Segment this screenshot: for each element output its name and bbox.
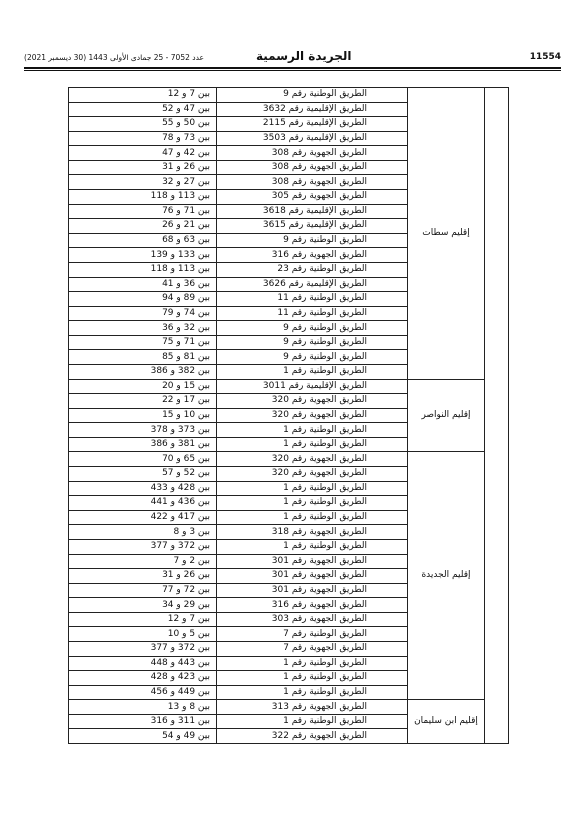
- province-cell: إقليم الجديدة: [408, 452, 485, 700]
- kilometer-range-cell: بين 10 و 15: [69, 408, 217, 423]
- kilometer-range-cell: بين 71 و 75: [69, 335, 217, 350]
- kilometer-range-cell: بين 17 و 22: [69, 394, 217, 409]
- kilometer-range-cell: بين 47 و 52: [69, 102, 217, 117]
- kilometer-range-cell: بين 72 و 77: [69, 583, 217, 598]
- kilometer-range-cell: بين 382 و 386: [69, 364, 217, 379]
- kilometer-range-cell: بين 36 و 41: [69, 277, 217, 292]
- kilometer-range-cell: بين 373 و 378: [69, 423, 217, 438]
- kilometer-range-cell: بين 26 و 31: [69, 569, 217, 584]
- kilometer-range-cell: بين 15 و 20: [69, 379, 217, 394]
- road-cell: الطريق الجهوية رقم 320: [217, 408, 408, 423]
- kilometer-range-cell: بين 49 و 54: [69, 729, 217, 744]
- kilometer-range-cell: بين 26 و 31: [69, 160, 217, 175]
- road-cell: الطريق الوطنية رقم 1: [217, 481, 408, 496]
- road-cell: الطريق الإقليمية رقم 3503: [217, 131, 408, 146]
- road-cell: الطريق الوطنية رقم 1: [217, 364, 408, 379]
- road-cell: الطريق الوطنية رقم 1: [217, 496, 408, 511]
- kilometer-range-cell: بين 443 و 448: [69, 656, 217, 671]
- kilometer-range-cell: بين 21 و 26: [69, 219, 217, 234]
- blank-column-cell: [485, 88, 509, 744]
- kilometer-range-cell: بين 27 و 32: [69, 175, 217, 190]
- kilometer-range-cell: بين 5 و 10: [69, 627, 217, 642]
- kilometer-range-cell: بين 52 و 57: [69, 467, 217, 482]
- kilometer-range-cell: بين 311 و 316: [69, 714, 217, 729]
- road-cell: الطريق الجهوية رقم 301: [217, 583, 408, 598]
- road-cell: الطريق الوطنية رقم 1: [217, 539, 408, 554]
- kilometer-range-cell: بين 372 و 377: [69, 539, 217, 554]
- kilometer-range-cell: بين 29 و 34: [69, 598, 217, 613]
- kilometer-range-cell: بين 449 و 456: [69, 685, 217, 700]
- kilometer-range-cell: بين 42 و 47: [69, 146, 217, 161]
- kilometer-range-cell: بين 417 و 422: [69, 510, 217, 525]
- road-cell: الطريق الوطنية رقم 1: [217, 656, 408, 671]
- kilometer-range-cell: بين 113 و 118: [69, 262, 217, 277]
- road-cell: الطريق الجهوية رقم 320: [217, 394, 408, 409]
- table-row: [69, 88, 509, 103]
- kilometer-range-cell: بين 7 و 12: [69, 612, 217, 627]
- road-cell: الطريق الجهوية رقم 305: [217, 190, 408, 205]
- road-cell: الطريق الجهوية رقم 301: [217, 554, 408, 569]
- kilometer-range-cell: بين 65 و 70: [69, 452, 217, 467]
- road-cell: الطريق الجهوية رقم 308: [217, 160, 408, 175]
- header-rule-thin: [24, 70, 561, 71]
- road-cell: الطريق الوطنية رقم 23: [217, 262, 408, 277]
- road-cell: الطريق الإقليمية رقم 3626: [217, 277, 408, 292]
- kilometer-range-cell: بين 89 و 94: [69, 292, 217, 307]
- kilometer-range-cell: بين 74 و 79: [69, 306, 217, 321]
- road-cell: الطريق الوطنية رقم 1: [217, 423, 408, 438]
- road-cell: الطريق الجهوية رقم 316: [217, 248, 408, 263]
- kilometer-range-cell: بين 71 و 76: [69, 204, 217, 219]
- road-cell: الطريق الجهوية رقم 303: [217, 612, 408, 627]
- road-cell: الطريق الإقليمية رقم 3011: [217, 379, 408, 394]
- road-cell: الطريق الوطنية رقم 9: [217, 335, 408, 350]
- road-cell: الطريق الجهوية رقم 318: [217, 525, 408, 540]
- road-cell: الطريق الإقليمية رقم 2115: [217, 117, 408, 132]
- kilometer-range-cell: بين 436 و 441: [69, 496, 217, 511]
- road-cell: الطريق الوطنية رقم 11: [217, 292, 408, 307]
- kilometer-range-cell: بين 63 و 68: [69, 233, 217, 248]
- journal-title: الجريدة الرسمية: [256, 49, 352, 63]
- road-cell: الطريق الإقليمية رقم 3632: [217, 102, 408, 117]
- kilometer-range-cell: بين 8 و 13: [69, 700, 217, 715]
- kilometer-range-cell: بين 2 و 7: [69, 554, 217, 569]
- road-cell: الطريق الجهوية رقم 320: [217, 467, 408, 482]
- page-header: [24, 49, 561, 66]
- province-cell: إقليم النواصر: [408, 379, 485, 452]
- road-cell: الطريق الوطنية رقم 1: [217, 437, 408, 452]
- road-sections-table: [68, 87, 509, 744]
- province-cell: إقليم ابن سليمان: [408, 700, 485, 744]
- kilometer-range-cell: بين 81 و 85: [69, 350, 217, 365]
- road-cell: الطريق الجهوية رقم 308: [217, 146, 408, 161]
- road-cell: الطريق الوطنية رقم 1: [217, 685, 408, 700]
- road-cell: الطريق الجهوية رقم 316: [217, 598, 408, 613]
- kilometer-range-cell: بين 428 و 433: [69, 481, 217, 496]
- kilometer-range-cell: بين 50 و 55: [69, 117, 217, 132]
- kilometer-range-cell: بين 3 و 8: [69, 525, 217, 540]
- kilometer-range-cell: بين 7 و 12: [69, 88, 217, 103]
- kilometer-range-cell: بين 133 و 139: [69, 248, 217, 263]
- road-cell: الطريق الوطنية رقم 9: [217, 350, 408, 365]
- kilometer-range-cell: بين 372 و 377: [69, 641, 217, 656]
- kilometer-range-cell: بين 73 و 78: [69, 131, 217, 146]
- road-cell: الطريق الوطنية رقم 9: [217, 88, 408, 103]
- road-cell: الطريق الوطنية رقم 7: [217, 627, 408, 642]
- issue-info: عدد 7052 - 25 جمادى الأولى 1443 (30 ديسمبر 2021): [24, 53, 205, 62]
- road-cell: الطريق الوطنية رقم 9: [217, 233, 408, 248]
- table-row: [69, 700, 509, 715]
- road-cell: الطريق الجهوية رقم 320: [217, 452, 408, 467]
- road-cell: الطريق الوطنية رقم 1: [217, 510, 408, 525]
- header-rule: [24, 67, 561, 69]
- table-row: [69, 452, 509, 467]
- page-number: 11554: [529, 52, 561, 62]
- kilometer-range-cell: بين 113 و 118: [69, 190, 217, 205]
- road-cell: الطريق الجهوية رقم 301: [217, 569, 408, 584]
- road-cell: الطريق الجهوية رقم 313: [217, 700, 408, 715]
- road-cell: الطريق الوطنية رقم 11: [217, 306, 408, 321]
- road-cell: الطريق الجهوية رقم 322: [217, 729, 408, 744]
- road-cell: الطريق الجهوية رقم 7: [217, 641, 408, 656]
- road-cell: الطريق الإقليمية رقم 3618: [217, 204, 408, 219]
- road-cell: الطريق الوطنية رقم 1: [217, 714, 408, 729]
- road-cell: الطريق الجهوية رقم 308: [217, 175, 408, 190]
- table-row: [69, 379, 509, 394]
- kilometer-range-cell: بين 381 و 386: [69, 437, 217, 452]
- road-cell: الطريق الوطنية رقم 1: [217, 671, 408, 686]
- road-cell: الطريق الوطنية رقم 9: [217, 321, 408, 336]
- kilometer-range-cell: بين 32 و 36: [69, 321, 217, 336]
- province-cell: إقليم سطات: [408, 88, 485, 380]
- road-cell: الطريق الإقليمية رقم 3615: [217, 219, 408, 234]
- kilometer-range-cell: بين 423 و 428: [69, 671, 217, 686]
